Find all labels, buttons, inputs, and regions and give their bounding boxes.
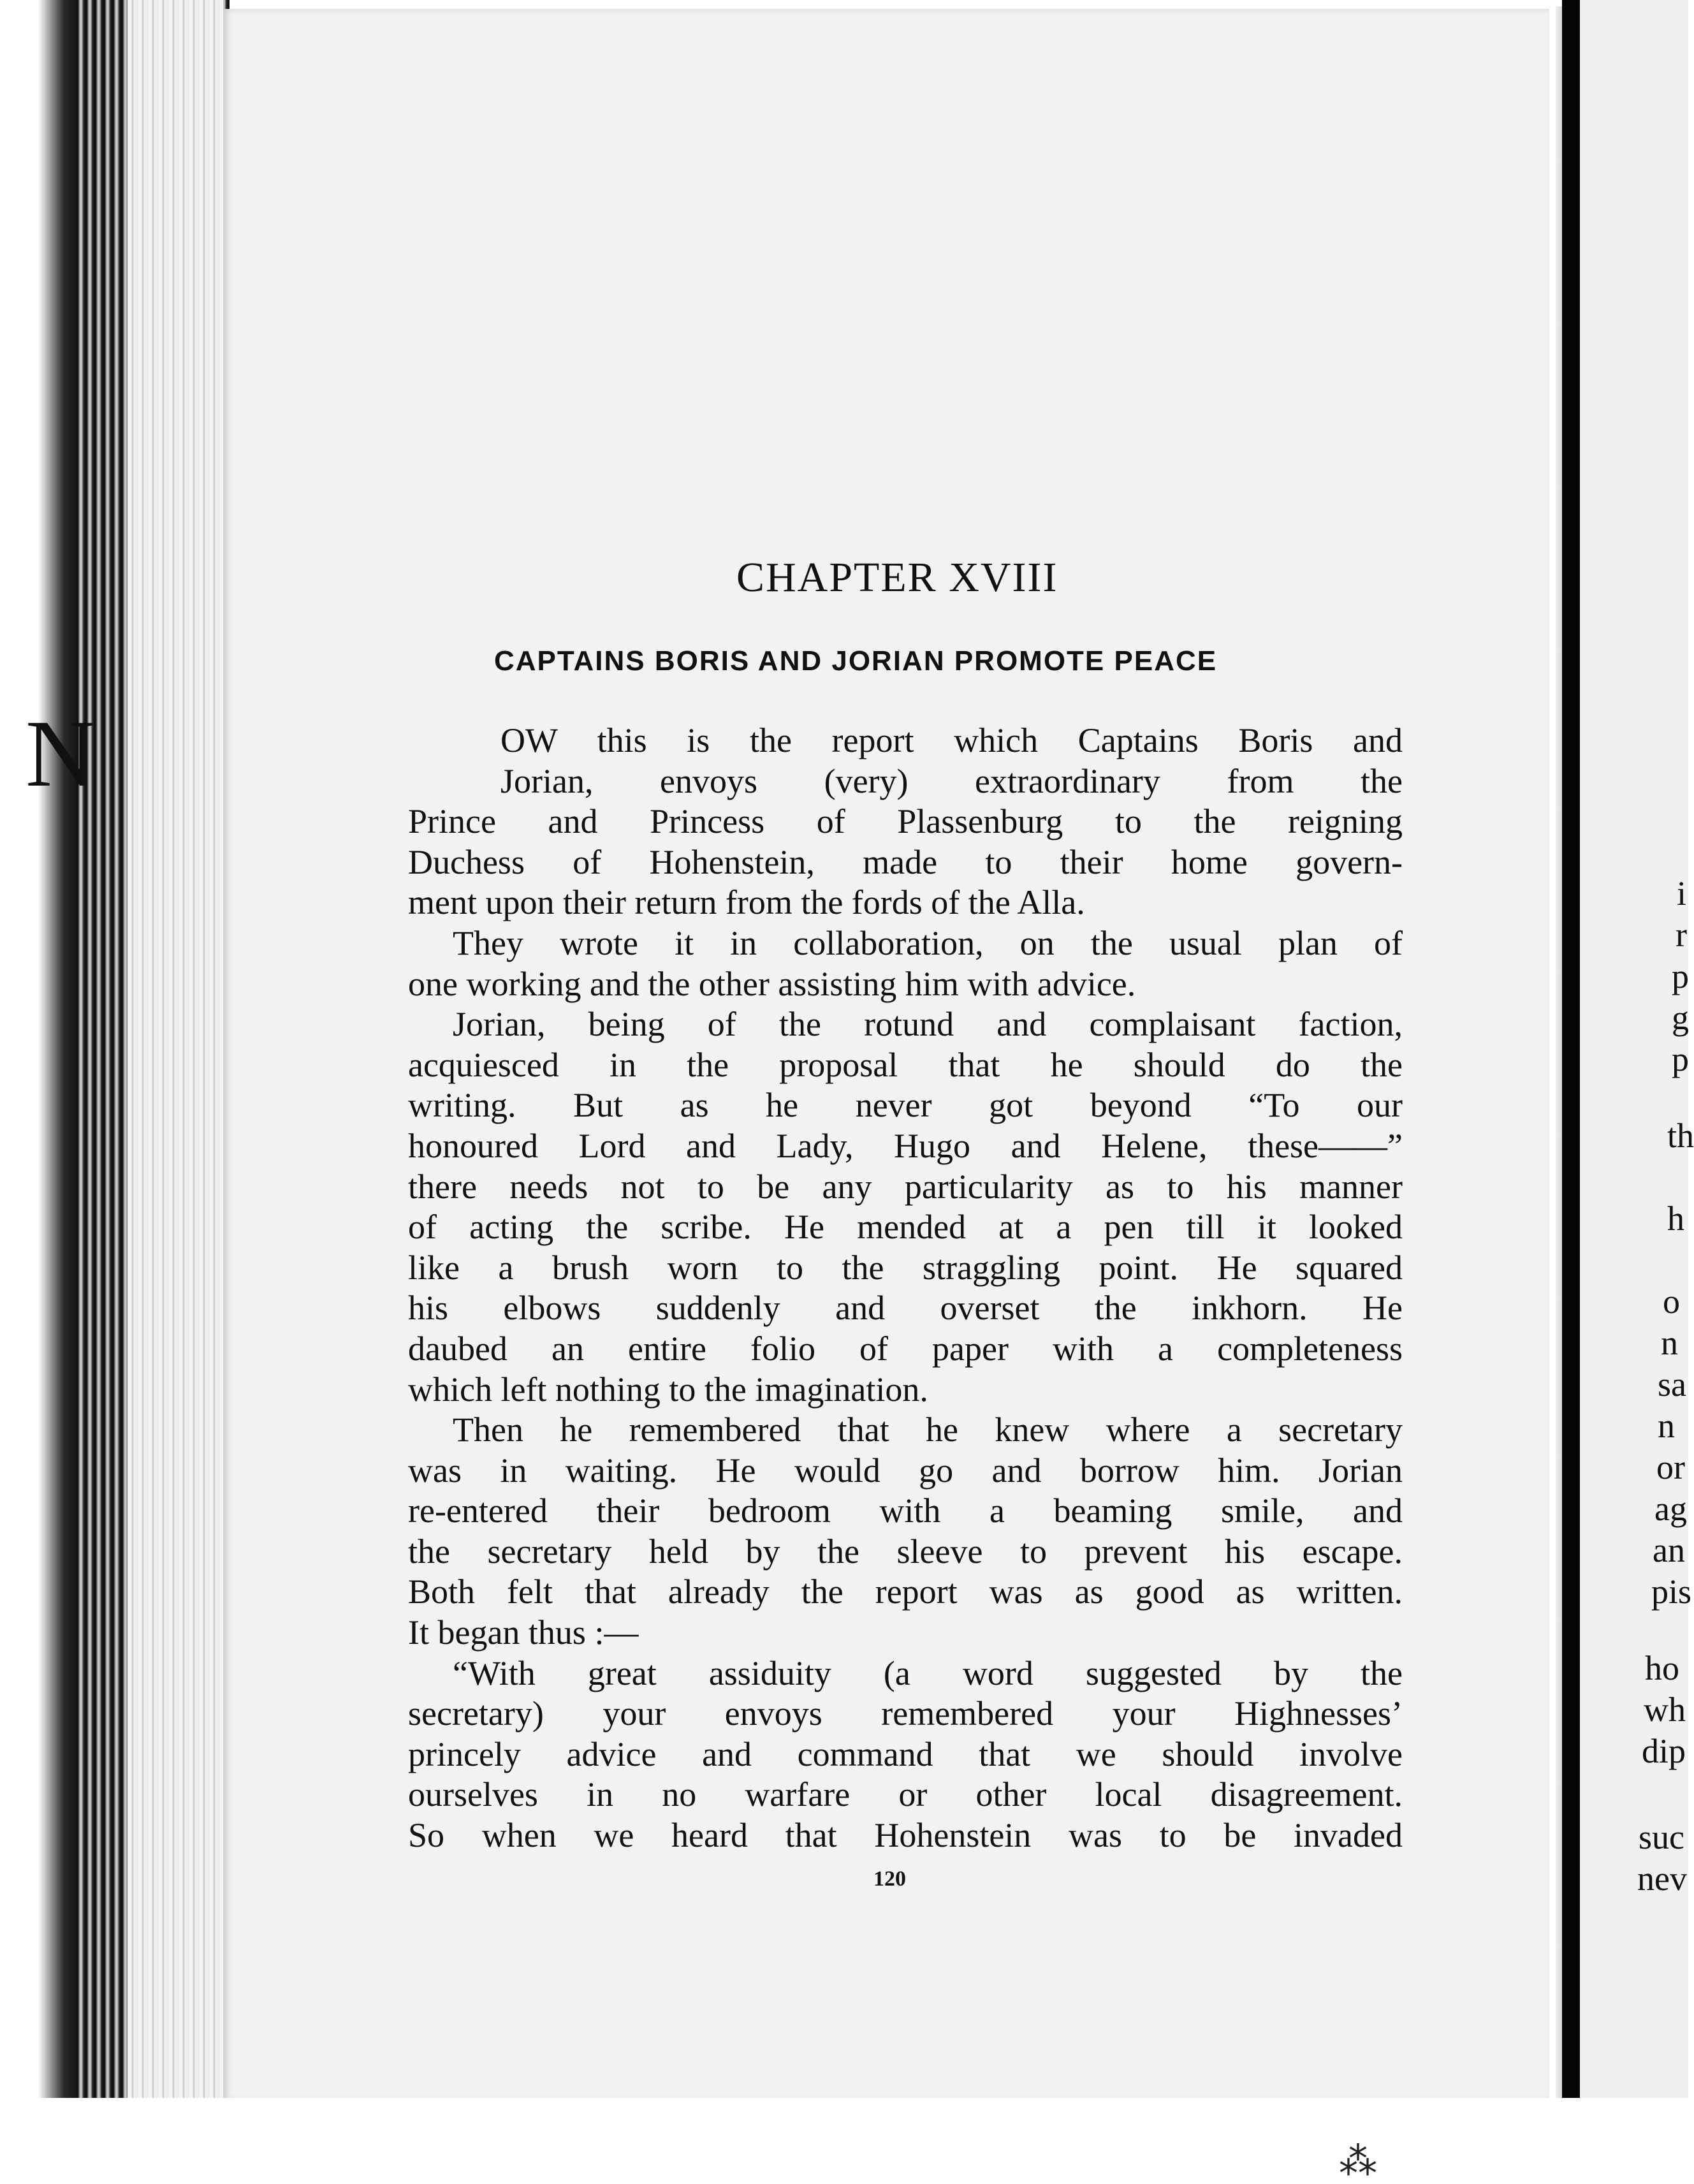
scanner-border-bottom <box>0 2098 1688 2183</box>
facing-page-fragment: ho <box>1645 1649 1679 1687</box>
scan-artifact-mark: ⁂ <box>1339 2139 1377 2184</box>
text-line: It began thus :— <box>408 1613 639 1652</box>
facing-page-fragment: suc <box>1639 1818 1684 1856</box>
body-text <box>408 721 1403 1856</box>
facing-page-fragment: or <box>1656 1448 1685 1486</box>
text-line: Both felt that already the report was as good as written. <box>408 1572 1403 1611</box>
facing-page-fragment: i <box>1677 874 1687 912</box>
facing-page-fragment: o <box>1663 1282 1680 1321</box>
page-number: 120 <box>873 1867 906 1891</box>
text-line: writing. But as he never got beyond “To our <box>408 1086 1403 1125</box>
text-line: Then he remembered that he knew where a secretary <box>453 1411 1403 1449</box>
text-line: like a brush worn to the straggling point. He squared <box>408 1248 1403 1287</box>
facing-page-fragment: sa <box>1658 1365 1686 1403</box>
chapter-subtitle: CAPTAINS BORIS AND JORIAN PROMOTE PEACE <box>494 645 1218 677</box>
text-line: ourselves in no warfare or other local disagreement. <box>408 1775 1403 1814</box>
facing-page-fragment: th <box>1667 1117 1694 1155</box>
facing-page-fragment: n <box>1658 1407 1675 1445</box>
text-line: Jorian, envoys (very) extraordinary from the <box>500 761 1403 800</box>
text-line: Duchess of Hohenstein, made to their home govern- <box>408 842 1403 881</box>
text-line: honoured Lord and Lady, Hugo and Helene, these——” <box>408 1126 1403 1165</box>
text-line: daubed an entire folio of paper with a completeness <box>408 1329 1403 1368</box>
facing-page-fragment: an <box>1653 1531 1685 1569</box>
facing-page-fragment: nev <box>1637 1859 1687 1898</box>
facing-page-fragment: r <box>1676 916 1687 954</box>
text-line: re-entered their bedroom with a beaming smile, and <box>408 1491 1403 1530</box>
text-line: “With great assiduity (a word suggested by the <box>453 1653 1403 1692</box>
page-stack-light-edges <box>128 0 223 2104</box>
text-line: princely advice and command that we should involve <box>408 1734 1403 1773</box>
scanner-border-left <box>0 0 83 2183</box>
text-line: secretary) your envoys remembered your Highnesses’ <box>408 1694 1403 1733</box>
facing-page-fragment: g <box>1672 999 1689 1037</box>
facing-page-fragment: n <box>1661 1324 1678 1362</box>
facing-page-fragment: pis <box>1651 1572 1692 1611</box>
text-line: Prince and Princess of Plassenburg to the reigning <box>408 802 1403 841</box>
text-line: So when we heard that Hohenstein was to be invaded <box>408 1816 1403 1855</box>
facing-page-fragment: wh <box>1644 1690 1686 1729</box>
facing-page-fragment: ag <box>1654 1490 1687 1528</box>
text-line: Jorian, being of the rotund and complaisant faction, <box>453 1005 1403 1044</box>
facing-page-fragment: h <box>1667 1199 1684 1238</box>
facing-page-fragment: p <box>1672 957 1689 995</box>
text-line: was in waiting. He would go and borrow him. Jorian <box>408 1451 1403 1490</box>
text-line: his elbows suddenly and overset the inkhorn. He <box>408 1289 1403 1328</box>
text-line: the secretary held by the sleeve to prevent his escape. <box>408 1532 1403 1571</box>
text-line: of acting the scribe. He mended at a pen till it looked <box>408 1208 1403 1247</box>
facing-page-fragment: p <box>1672 1040 1689 1078</box>
facing-page-fragment: dip <box>1642 1732 1686 1770</box>
drop-cap: N <box>26 701 95 807</box>
text-line: one working and the other assisting him with advice. <box>408 964 1136 1003</box>
text-line: ment upon their return from the fords of the Alla. <box>408 883 1085 922</box>
text-line: which left nothing to the imagination. <box>408 1370 928 1409</box>
chapter-title: CHAPTER XVIII <box>736 554 1058 601</box>
text-line: there needs not to be any particularity as to his manner <box>408 1167 1403 1206</box>
text-line: OW this is the report which Captains Boris and <box>500 721 1403 759</box>
text-line: acquiesced in the proposal that he should do the <box>408 1045 1403 1084</box>
text-line: They wrote it in collaboration, on the usual plan of <box>453 923 1403 962</box>
